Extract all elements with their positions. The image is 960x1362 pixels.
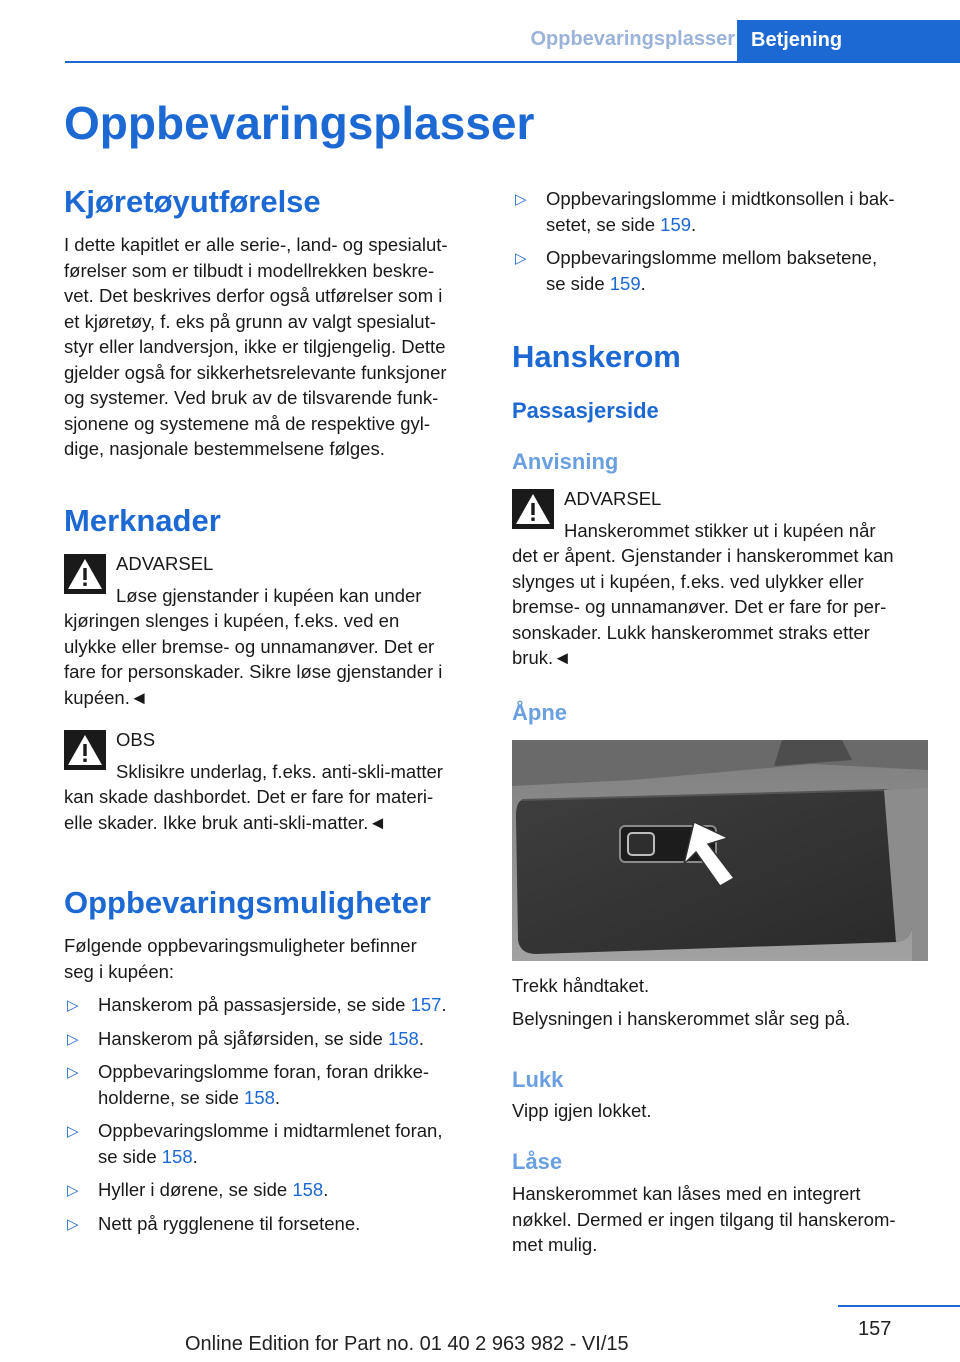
list-item-text: setet, se side (546, 213, 661, 235)
list-item (64, 1059, 484, 1110)
list-item-text: Oppbevaringslomme i midtkonsollen i bak‐ (546, 188, 895, 209)
warning-icon (64, 730, 106, 770)
text-line: Sklisikre underlag, f.eks. anti-skli-matter (116, 761, 443, 782)
list-item-text: Oppbevaringslomme i midtarmlenet foran, (98, 1120, 443, 1141)
page-link[interactable]: 158 (387, 1027, 419, 1049)
storage-list-left (64, 992, 484, 1236)
text-line: slynges ut i kupéen, f.eks. ved ulykker eller (512, 570, 864, 592)
text-line: kan skade dashbordet. Det er fare for materi‐ (64, 786, 434, 807)
list-item-punct: . (691, 213, 697, 235)
text-line: kupéen.◄ (64, 686, 149, 708)
text-line: førelser som er tilbudt i modellrekken beskre‐ (64, 259, 435, 281)
heading-lukk: Lukk (512, 1067, 564, 1092)
text-line: og systemer. Ved bruk av de tilsvarende funk‐ (64, 387, 439, 408)
page-link[interactable]: 157 (410, 994, 442, 1015)
page-number: 157 (858, 1318, 892, 1340)
text-line: bremse- og unnamanøver. Det er fare for per‐ (512, 596, 887, 617)
list-item (64, 1118, 484, 1169)
warning-text-first (564, 518, 876, 544)
text-line: I dette kapitlet er alle serie-, land- og spesialut‐ (64, 234, 448, 255)
heading-lase: Låse (512, 1149, 563, 1174)
heading-kjoretoyutforelse: Kjøretøyutførelse (64, 184, 321, 219)
header-section-title: Oppbevaringsplasser (530, 28, 735, 50)
list-item (64, 1026, 484, 1052)
text-line: sonskader. Lukk hanskerommet straks etter (512, 621, 870, 643)
paragraph-lase (512, 1181, 896, 1258)
list-item-punct: . (640, 272, 646, 294)
notice-label: OBS (116, 729, 156, 750)
text-line: Vipp igjen lokket. (512, 1100, 652, 1121)
text-line: fare for personskader. Sikre løse gjenstander i (64, 661, 443, 682)
list-item-text: Nett på rygglenene til forsetene. (98, 1212, 361, 1234)
warning-icon (512, 489, 554, 529)
header-rule (65, 61, 960, 63)
glovebox-illustration (512, 740, 928, 961)
bullet-triangle-icon: ▷ (67, 1064, 79, 1081)
bullet-triangle-icon: ▷ (67, 1030, 79, 1048)
heading-anvisning: Anvisning (512, 449, 619, 474)
footer-rule (838, 1305, 960, 1307)
text-line: seg i kupéen: (64, 960, 175, 982)
text-line: gjelder også for sikkerhetsrelevante funksjoner (64, 361, 447, 383)
text-line: Følgende oppbevaringsmuligheter befinner (64, 935, 417, 956)
list-item (64, 992, 484, 1018)
list-item (512, 245, 932, 296)
text-line: Hanskerommet stikker ut i kupéen når (564, 520, 876, 541)
text-line: Trekk håndtaket. (512, 975, 650, 996)
heading-oppbevaringsmuligheter: Oppbevaringsmuligheter (64, 885, 431, 920)
bullet-triangle-icon: ▷ (67, 997, 79, 1014)
warning-text (64, 608, 442, 710)
list-item-text: Hanskerom på passasjerside, se side (98, 994, 411, 1015)
header-chapter-tab[interactable] (737, 20, 960, 63)
list-item-punct: . (192, 1145, 198, 1167)
bullet-triangle-icon: ▷ (67, 1215, 79, 1233)
page-link[interactable]: 159 (609, 272, 641, 294)
page-link[interactable]: 158 (161, 1145, 193, 1167)
text-line: Hanskerommet kan låses med en integrert (512, 1183, 861, 1204)
heading-merknader: Merknader (64, 503, 221, 538)
text-line: met mulig. (512, 1234, 598, 1255)
heading-passasjerside: Passasjerside (512, 398, 659, 423)
text-line: dige, nasjonale bestemmelsene følges. (64, 438, 385, 459)
bullet-triangle-icon: ▷ (515, 250, 527, 267)
list-item-punct: . (441, 994, 447, 1015)
header-chapter-label: Betjening (751, 29, 843, 51)
list-item-text: holderne, se side (98, 1086, 245, 1108)
text-line: Løse gjenstander i kupéen kan under (116, 585, 422, 606)
list-item-punct: . (274, 1086, 281, 1108)
list-item-text: Hyller i dørene, se side (98, 1179, 293, 1200)
notice-text (64, 784, 433, 835)
list-item (64, 1177, 484, 1203)
notice-text-first (116, 759, 443, 785)
storage-list-right (512, 186, 932, 296)
page-link[interactable]: 159 (660, 213, 692, 235)
list-item-text: se side (546, 272, 610, 294)
text-line: det er åpent. Gjenstander i hanskerommet kan (512, 545, 894, 566)
edition-label: Online Edition for Part no. 01 40 2 963 982 - VI/15 (185, 1333, 629, 1355)
text-line: Belysningen i hanskerommet slår seg på. (512, 1007, 851, 1029)
warning-text (512, 543, 894, 671)
list-item-text: Oppbevaringslomme mellom baksetene, (546, 247, 878, 268)
list-item-text: Hanskerom på sjåførsiden, se side (98, 1027, 388, 1049)
bullet-triangle-icon: ▷ (67, 1123, 79, 1140)
list-item-text: Oppbevaringslomme foran, foran drikke‐ (98, 1061, 430, 1082)
paragraph-kjoretoyutforelse (64, 232, 448, 462)
warning-label: ADVARSEL (116, 553, 214, 574)
paragraph-apne (512, 973, 850, 1031)
page-link[interactable]: 158 (244, 1086, 275, 1108)
text-line: vet. Det beskrives derfor også utførelser som i (64, 285, 443, 306)
paragraph-muligheter (64, 933, 417, 984)
list-item (64, 1211, 484, 1237)
heading-apne: Åpne (512, 700, 567, 725)
text-line: elle skader. Ikke bruk anti-skli-matter.◄ (64, 811, 387, 833)
text-line: bruk.◄ (512, 647, 572, 668)
paragraph-lukk (512, 1098, 652, 1124)
page-title: Oppbevaringsplasser (64, 97, 535, 149)
warning-text-first (116, 583, 421, 609)
bullet-triangle-icon: ▷ (67, 1182, 79, 1199)
list-item-punct: . (418, 1027, 424, 1049)
warning-label: ADVARSEL (564, 488, 662, 509)
text-line: kjøringen slenges i kupéen, f.eks. ved en (64, 610, 400, 631)
list-item (512, 186, 932, 237)
text-line: nøkkel. Dermed er ingen tilgang til hanskerom‐ (512, 1208, 896, 1230)
text-line: ulykke eller bremse- og unnamanøver. Det er (64, 635, 435, 657)
page-link[interactable]: 158 (292, 1179, 324, 1200)
text-line: sjonene og systemene må de respektive gyl‐ (64, 412, 431, 434)
warning-icon (64, 554, 106, 594)
heading-hanskerom: Hanskerom (512, 339, 681, 374)
text-line: styr eller landversjon, ikke er tilgjengelig. Dette (64, 336, 446, 357)
list-item-punct: . (323, 1179, 329, 1200)
text-line: et kjøretøy, f. eks på grunn av valgt spesialut‐ (64, 310, 436, 332)
list-item-text: se side (98, 1145, 162, 1167)
bullet-triangle-icon: ▷ (515, 191, 527, 208)
glovebox-photo (512, 740, 928, 961)
